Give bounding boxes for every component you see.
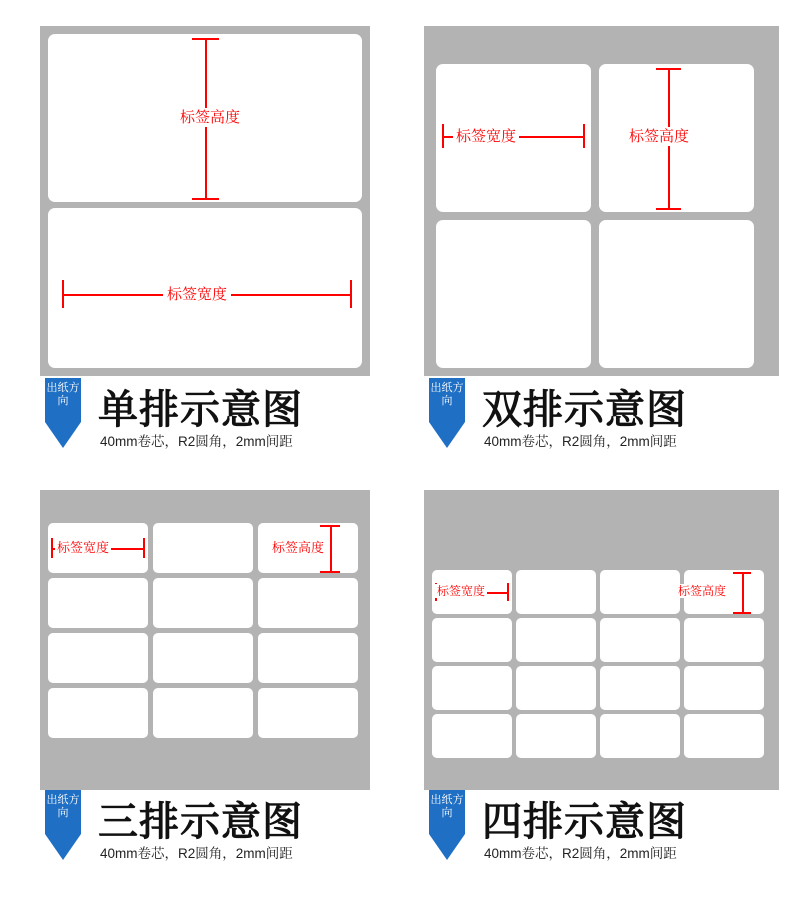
- height-dimension-cap: [733, 572, 751, 574]
- height-dimension-cap: [656, 208, 681, 210]
- label-cell: [516, 714, 596, 758]
- width-dimension-label: 标签宽度: [57, 540, 110, 555]
- panel-title: 单排示意图: [98, 387, 303, 433]
- panel-title: 四排示意图: [482, 799, 687, 845]
- feed-direction-label: 出纸方向: [429, 790, 465, 834]
- width-dimension-cap: [442, 124, 444, 148]
- caption-quad-row: [404, 790, 774, 868]
- label-cell: [600, 570, 680, 614]
- label-cell: [600, 618, 680, 662]
- panel-subtitle: 40mm卷芯，R2圆角，2mm间距: [100, 846, 293, 861]
- label-cell: [48, 633, 148, 683]
- label-cell: [600, 666, 680, 710]
- label-cell: [153, 633, 253, 683]
- height-dimension-cap: [192, 38, 219, 40]
- label-cell: [599, 220, 754, 368]
- panel-subtitle: 40mm卷芯，R2圆角，2mm间距: [100, 434, 293, 449]
- width-dimension-cap: [507, 583, 509, 601]
- height-dimension-cap: [656, 68, 681, 70]
- feed-direction-label: 出纸方向: [429, 378, 465, 422]
- arrow-head-icon: [45, 422, 81, 448]
- width-dimension-cap: [143, 538, 145, 558]
- height-dimension-line: [330, 525, 332, 571]
- caption-double-row: [404, 378, 774, 456]
- height-dimension-cap: [320, 525, 340, 527]
- label-cell: [153, 688, 253, 738]
- feed-direction-label: 出纸方向: [45, 378, 81, 422]
- width-dimension-cap: [62, 280, 64, 308]
- height-dimension-label: 标签高度: [272, 540, 325, 555]
- arrow-head-icon: [429, 422, 465, 448]
- label-cell: [258, 688, 358, 738]
- height-dimension-cap: [192, 198, 219, 200]
- label-cell: [153, 523, 253, 573]
- panel-title: 三排示意图: [98, 799, 303, 845]
- height-dimension-label: 标签高度: [626, 127, 692, 146]
- arrow-head-icon: [45, 834, 81, 860]
- width-dimension-cap: [51, 538, 53, 558]
- panel-subtitle: 40mm卷芯，R2圆角，2mm间距: [484, 846, 677, 861]
- panel-title: 双排示意图: [482, 387, 687, 433]
- feed-direction-label: 出纸方向: [45, 790, 81, 834]
- label-cell: [600, 714, 680, 758]
- label-cell: [432, 618, 512, 662]
- height-dimension-cap: [733, 612, 751, 614]
- caption-triple-row: [20, 790, 390, 868]
- label-cell: [684, 618, 764, 662]
- arrow-head-icon: [429, 834, 465, 860]
- width-dimension-cap: [583, 124, 585, 148]
- label-cell: [153, 578, 253, 628]
- label-cell: [258, 578, 358, 628]
- height-dimension-label: 标签高度: [177, 108, 243, 127]
- feed-direction-arrow-icon: [429, 378, 465, 452]
- label-cell: [516, 618, 596, 662]
- feed-direction-arrow-icon: [429, 790, 465, 864]
- label-cell: [48, 578, 148, 628]
- width-dimension-label: 标签宽度: [453, 127, 519, 146]
- feed-direction-arrow-icon: [45, 790, 81, 864]
- label-cell: [516, 666, 596, 710]
- width-dimension-label: 标签宽度: [437, 584, 486, 598]
- panel-subtitle: 40mm卷芯，R2圆角，2mm间距: [484, 434, 677, 449]
- height-dimension-label: 标签高度: [678, 584, 727, 598]
- label-cell: [48, 688, 148, 738]
- label-cell: [516, 570, 596, 614]
- width-dimension-label: 标签宽度: [163, 285, 231, 304]
- label-cell: [432, 714, 512, 758]
- width-dimension-cap: [350, 280, 352, 308]
- label-cell: [436, 220, 591, 368]
- caption-single-row: [20, 378, 390, 456]
- height-dimension-cap: [320, 571, 340, 573]
- label-cell: [684, 666, 764, 710]
- label-cell: [432, 666, 512, 710]
- height-dimension-line: [742, 572, 744, 612]
- label-cell: [258, 633, 358, 683]
- label-cell: [684, 714, 764, 758]
- feed-direction-arrow-icon: [45, 378, 81, 452]
